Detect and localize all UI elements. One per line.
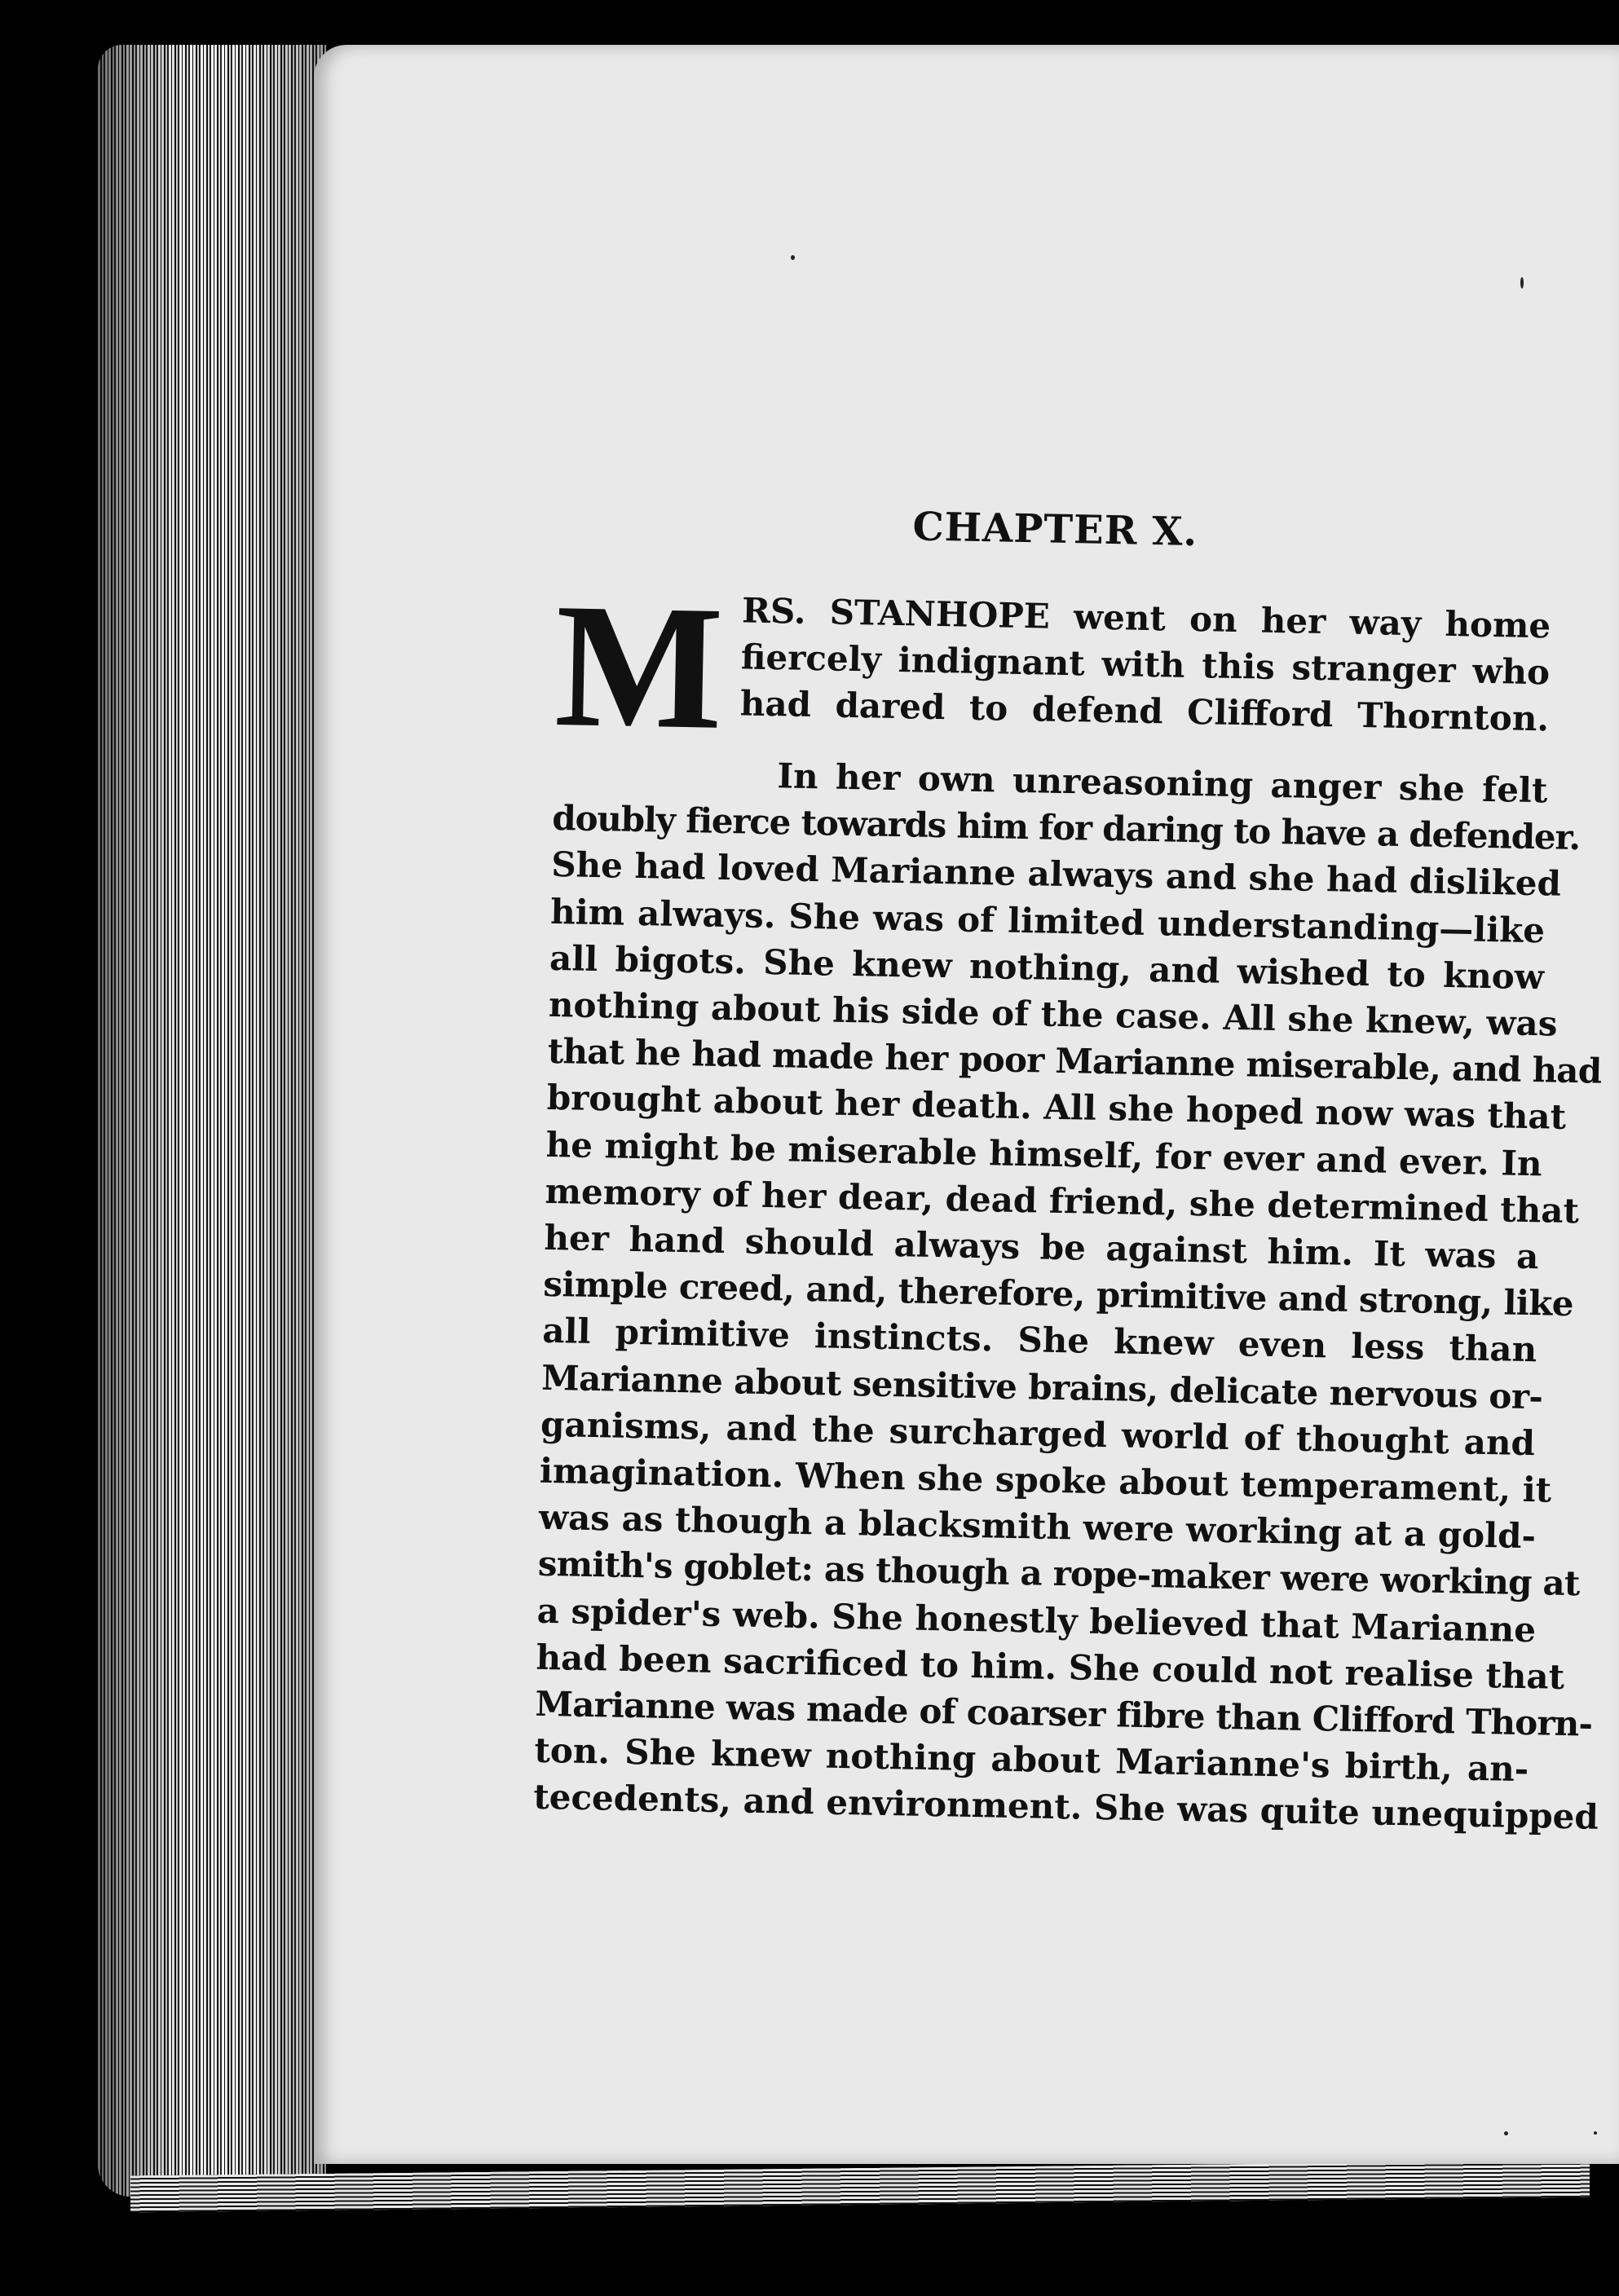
- text-line: ton. She knew nothing about Marianne's birth, an-: [534, 1730, 1529, 1790]
- text-line: her hand should always be against him. It was a: [544, 1217, 1539, 1277]
- text-line: had dared to defend Clifford Thornton.: [739, 683, 1550, 739]
- text-line: a spider's web. She honestly believed that Marianne: [536, 1590, 1537, 1650]
- book-page: [314, 45, 1619, 2164]
- text-line: In her own unreasoning anger she felt: [777, 756, 1548, 811]
- text-line: She had loved Marianne always and she had disliked: [550, 844, 1562, 905]
- text-line: had been sacrificed to him. She could not realise that: [536, 1637, 1565, 1697]
- text-line: Marianne about sensitive brains, delicate nervous or-: [540, 1357, 1543, 1417]
- book-page-edges: [98, 45, 326, 2197]
- text-line: all bigots. She knew nothing, and wished to know: [549, 937, 1545, 998]
- text-line: he might be miserable himself, for ever and ever. In: [545, 1124, 1543, 1183]
- text-line: him always. She was of limited understanding—like: [549, 891, 1546, 950]
- text-line: Marianne was made of coarser fibre than Clifford Thorn-: [535, 1683, 1593, 1744]
- chapter-text-block: [532, 497, 1602, 1840]
- text-line: brought about her death. All she hoped now was that: [546, 1077, 1567, 1138]
- text-line: was as though a blacksmith were working at a gold-: [538, 1497, 1537, 1557]
- text-line: nothing about his side of the case. All she knew, was: [548, 984, 1558, 1044]
- text-line: RS. STANHOPE went on her way home: [741, 590, 1551, 646]
- dust-speck: [1594, 2131, 1597, 2135]
- text-line: tecedents, and environment. She was quite unequipped: [532, 1777, 1599, 1838]
- book-bottom-edge: [130, 2161, 1590, 2213]
- text-line: doubly fierce towards him for daring to have a defender.: [551, 798, 1581, 858]
- chapter-body: [532, 566, 1602, 1840]
- text-line: ganisms, and the surcharged world of thought and: [540, 1404, 1536, 1464]
- chapter-title: CHAPTER X.: [911, 504, 1198, 556]
- text-line: that he had made her poor Marianne miserable, and had: [547, 1031, 1602, 1091]
- text-line: all primitive instincts. She knew even less than: [541, 1311, 1537, 1370]
- dust-speck: [791, 255, 795, 260]
- text-line: fiercely indignant with this stranger who: [740, 637, 1551, 693]
- dust-speck: [1504, 2131, 1508, 2135]
- text-line: simple creed, and, therefore, primitive and strong, like: [542, 1264, 1574, 1324]
- text-line: memory of her dear, dead friend, she determined that: [545, 1170, 1580, 1232]
- dust-speck: [1520, 277, 1524, 289]
- text-line: smith's goblet: as though a rope-maker were working at: [537, 1544, 1581, 1604]
- text-line: imagination. When she spoke about temperament, it: [539, 1450, 1552, 1510]
- drop-cap: M: [553, 566, 726, 767]
